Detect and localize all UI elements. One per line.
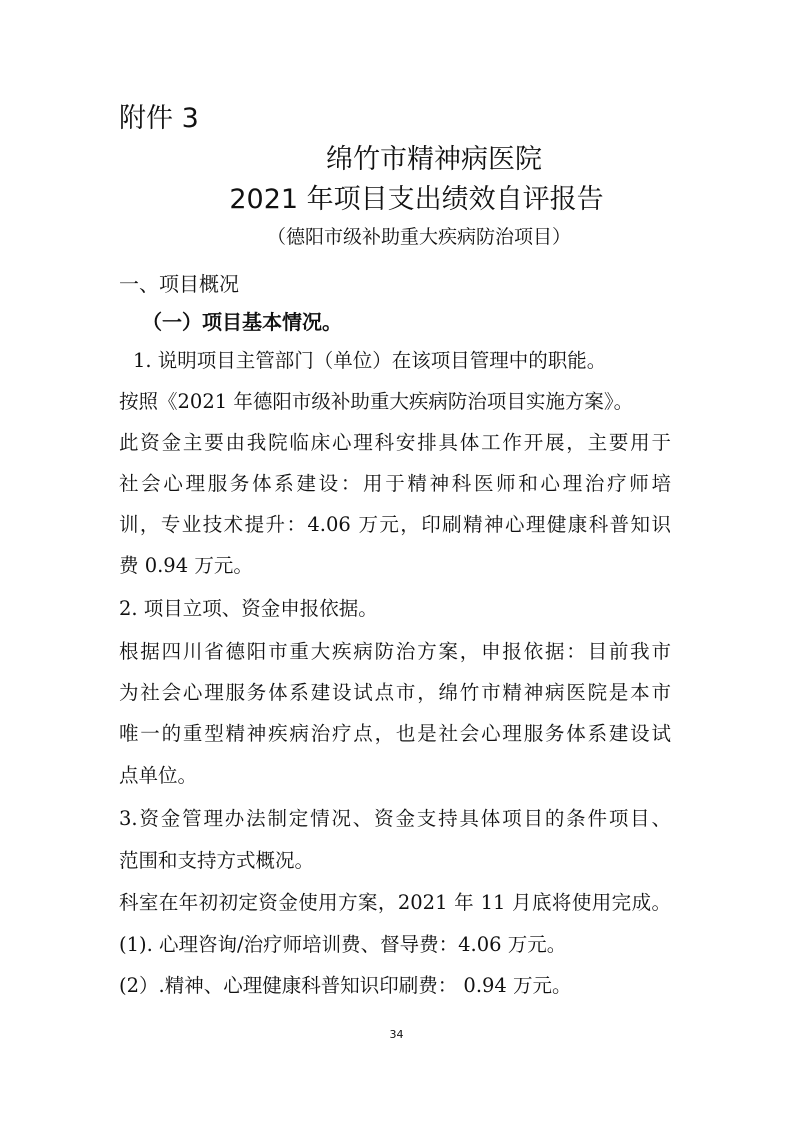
report-subtitle: （德阳市级补助重大疾病防治项目） bbox=[266, 226, 571, 248]
section-heading: 一、项目概况 bbox=[119, 272, 239, 296]
body-line: 为社会心理服务体系建设试点市，绵竹市精神病医院是本市 bbox=[119, 681, 671, 704]
body-line: 社会心理服务体系建设：用于精神科医师和心理治疗师培 bbox=[119, 472, 671, 495]
body-line: 按照《2021 年德阳市级补助重大疾病防治项目实施方案》。 bbox=[119, 390, 634, 413]
body-line: (1). 心理咨询/治疗师培训费、督导费：4.06 万元。 bbox=[119, 933, 567, 956]
body-line: 科室在年初初定资金使用方案，2021 年 11 月底将使用完成。 bbox=[119, 891, 671, 914]
body-line: 点单位。 bbox=[119, 764, 198, 787]
report-title-line2: 2021 年项目支出绩效自评报告 bbox=[229, 184, 604, 215]
body-line: 3.资金管理办法制定情况、资金支持具体项目的条件项目、 bbox=[119, 807, 671, 830]
page-number: 34 bbox=[389, 1028, 404, 1041]
body-line: 2. 项目立项、资金申报依据。 bbox=[119, 597, 378, 620]
subsection-heading: （一）项目基本情况。 bbox=[142, 310, 342, 334]
body-line: 范围和支持方式概况。 bbox=[119, 849, 315, 872]
body-line: 唯一的重型精神疾病治疗点，也是社会心理服务体系建设试 bbox=[119, 722, 671, 745]
body-line: 此资金主要由我院临床心理科安排具体工作开展，主要用于 bbox=[119, 431, 671, 454]
body-line: 根据四川省德阳市重大疾病防治方案，申报依据：目前我市 bbox=[119, 640, 671, 663]
report-title-line1: 绵竹市精神病医院 bbox=[326, 144, 542, 175]
attachment-label: 附件 3 bbox=[119, 103, 199, 134]
body-line: 训，专业技术提升：4.06 万元，印刷精神心理健康科普知识 bbox=[119, 513, 671, 536]
body-line: 费 0.94 万元。 bbox=[119, 554, 253, 577]
body-line: (2）.精神、心理健康科普知识印刷费： 0.94 万元。 bbox=[119, 974, 572, 997]
body-line: 1. 说明项目主管部门（单位）在该项目管理中的职能。 bbox=[133, 349, 607, 372]
